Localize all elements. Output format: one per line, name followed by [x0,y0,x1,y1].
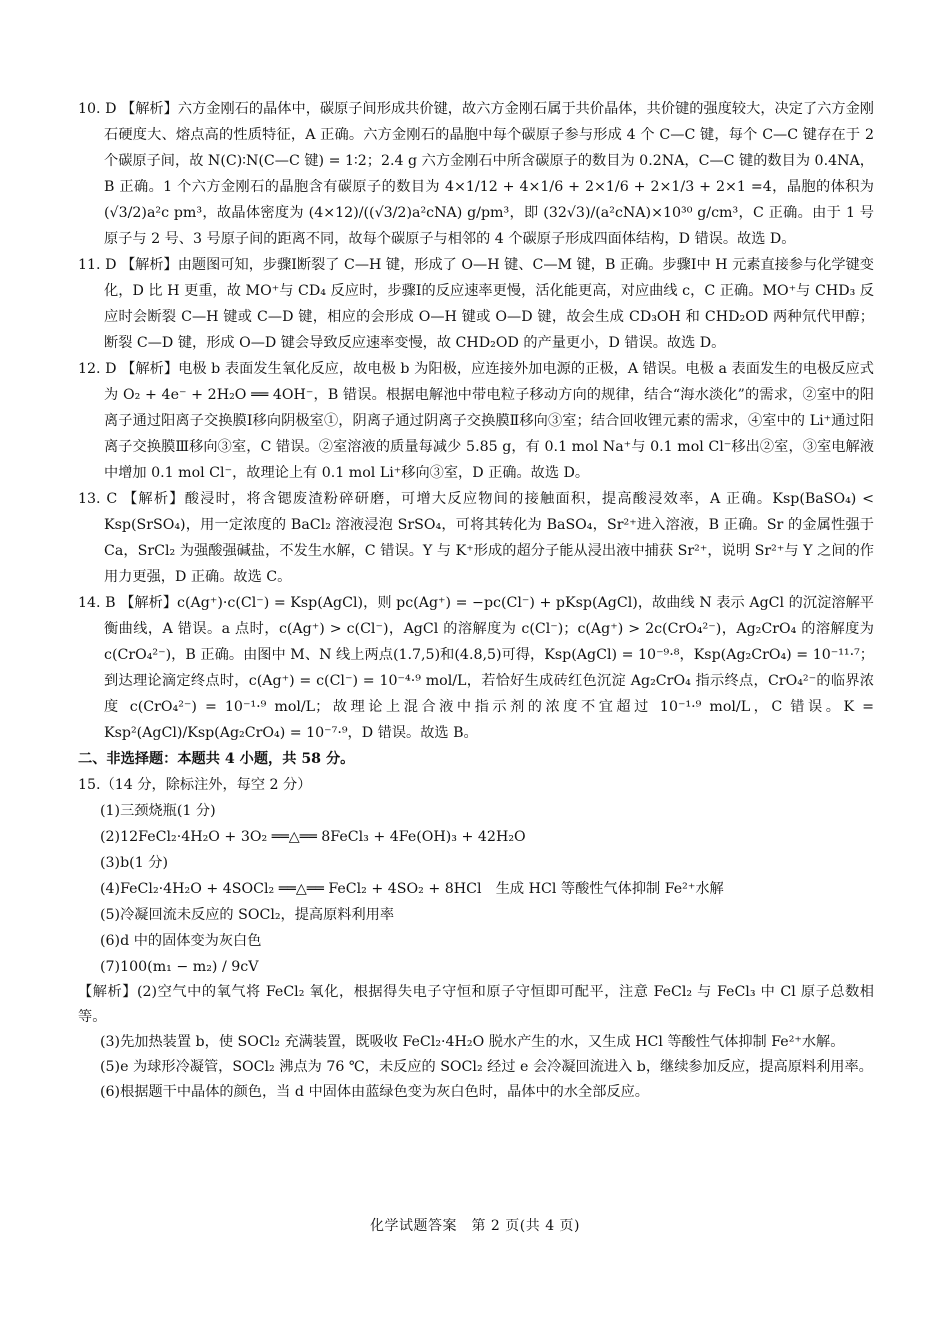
answer-q12: 12. D 【解析】电极 b 表面发生氧化反应，故电极 b 为阳极，应连接外加电源的正极，A 错误。电极 a 表面发生的电极反应式为 O₂ + 4e⁻ + 2H₂O ══ 4OH⁻，B 错误。根据电解池中带电粒子移动方向的规律，结合“海水淡化”的需求，②室中的阳离子通过阳离子交换膜Ⅰ移向阴极室①，阴离子通过阴离子交换膜Ⅱ移向③室；结合回收锂元素的需求，④室中的 Li⁺通过阳离子交换膜Ⅲ移向③室，C 错误。②室溶液的质量每减少 5.85 g，有 0.1 mol Na⁺与 0.1 mol Cl⁻移出②室，③室电解液中增加 0.1 mol Cl⁻，故理论上有 0.1 mol Li⁺移向③室，D 正确。故选 D。 [78,361,874,481]
q15-answer-1: (1)三颈烧瓶(1 分) [100,803,216,819]
answer-q14: 14. B 【解析】c(Ag⁺)·c(Cl⁻) = Ksp(AgCl)，则 pc(Ag⁺) = −pc(Cl⁻) + pKsp(AgCl)，故曲线 N 表示 AgCl 的沉淀溶解平衡曲线，A 错误。a 点时，c(Ag⁺) > c(Cl⁻)，AgCl 的溶解度为 c(Cl⁻)；c(Ag⁺) > 2c(CrO₄²⁻)，Ag₂CrO₄ 的溶解度为 c(CrO₄²⁻)，B 正确。由图中 M、N 线上两点(1.7,5)和(4.8,5)可得，Ksp(AgCl) = 10⁻⁹·⁸，Ksp(Ag₂CrO₄) = 10⁻¹¹·⁷；到达理论滴定终点时，c(Ag⁺) = c(Cl⁻) = 10⁻⁴·⁹ mol/L，若恰好生成砖红色沉淀 Ag₂CrO₄ 指示终点，CrO₄²⁻的临界浓度 c(CrO₄²⁻) = 10⁻¹·⁹ mol/L；故理论上混合液中指示剂的浓度不宜超过 10⁻¹·⁹ mol/L，C 错误。K = Ksp²(AgCl)/Ksp(Ag₂CrO₄) = 10⁻⁷·⁹，D 错误。故选 B。 [78,595,874,741]
q15-answer-2: (2)12FeCl₂·4H₂O + 3O₂ ══△══ 8FeCl₃ + 4Fe(OH)₃ + 42H₂O [100,829,526,845]
q15-answer-6: (6)d 中的固体变为灰白色 [100,933,262,949]
page-footer: 化学试题答案 第 2 页(共 4 页) [369,1218,581,1234]
q15-answer-4: (4)FeCl₂·4H₂O + 4SOCl₂ ══△══ FeCl₂ + 4SO₂ + 8HCl 生成 HCl 等酸性气体抑制 Fe²⁺水解 [100,881,724,897]
q15-explanation-3: (3)先加热装置 b，使 SOCl₂ 充满装置，既吸收 FeCl₂·4H₂O 脱水产生的水，又生成 HCl 等酸性气体抑制 Fe²⁺水解。 [100,1034,845,1050]
q15-explanation-5: (5)e 为球形冷凝管，SOCl₂ 沸点为 76 ℃，未反应的 SOCl₂ 经过 e 会冷凝回流进入 b，继续参加反应，提高原料利用率。 [100,1059,873,1075]
section-heading: 二、非选择题：本题共 4 小题，共 58 分。 [78,751,355,767]
page-content [78,96,874,1105]
q15-explanation-6: (6)根据题干中晶体的颜色，当 d 中固体由蓝绿色变为灰白色时，晶体中的水全部反应。 [100,1084,649,1100]
answer-q10: 10. D 【解析】六方金刚石的晶体中，碳原子间形成共价键，故六方金刚石属于共价晶体，共价键的强度较大，决定了六方金刚石硬度大、熔点高的性质特征，A 正确。六方金刚石的晶胞中每个碳原子参与形成 4 个 C—C 键，每个 C—C 键存在于 2 个碳原子间，故 N(C)∶N(C—C 键) = 1∶2；2.4 g 六方金刚石中所含碳原子的数目为 0.2NA，C—C 键的数目为 0.4NA，B 正确。1 个六方金刚石的晶胞含有碳原子的数目为 4×1/12 + 4×1/6 + 2×1/6 + 2×1/3 + 2×1 =4，晶胞的体积为 (√3/2)a²c pm³，故晶体密度为 (4×12)/((√3/2)a²cNA) g/pm³，即 (32√3)/(a²cNA)×10³⁰ g/cm³，C 正确。由于 1 号原子与 2 号、3 号原子间的距离不同，故每个碳原子与相邻的 4 个碳原子形成四面体结构，D 错误。故选 D。 [78,101,874,247]
q15-answer-7: (7)100(m₁ − m₂) / 9cV [100,959,259,975]
q15-header: 15.（14 分，除标注外，每空 2 分） [78,777,312,793]
q15-answer-3: (3)b(1 分) [100,855,168,871]
answer-q11: 11. D 【解析】由题图可知，步骤Ⅰ断裂了 C—H 键，形成了 O—H 键、C—M 键，B 正确。步骤Ⅰ中 H 元素直接参与化学键变化，D 比 H 更重，故 MO⁺与 CD₄ 反应时，步骤Ⅰ的反应速率更慢，活化能更高，对应曲线 c，C 正确。MO⁺与 CHD₃ 反应时会断裂 C—H 键或 C—D 键，相应的会形成 O—H 键或 O—D 键，故会生成 CD₃OH 和 CHD₂OD 两种氘代甲醇；断裂 C—D 键，形成 O—D 键会导致反应速率变慢，故 CHD₂OD 的产量更小，D 错误。故选 D。 [78,257,874,351]
answer-q13: 13. C 【解析】酸浸时，将含锶废渣粉碎研磨，可增大反应物间的接触面积，提高酸浸效率，A 正确。Ksp(BaSO₄) < Ksp(SrSO₄)，用一定浓度的 BaCl₂ 溶液浸泡 SrSO₄，可将其转化为 BaSO₄，Sr²⁺进入溶液，B 正确。Sr 的金属性强于 Ca，SrCl₂ 为强酸强碱盐，不发生水解，C 错误。Y 与 K⁺形成的超分子能从浸出液中捕获 Sr²⁺，说明 Sr²⁺与 Y 之间的作用力更强，D 正确。故选 C。 [78,491,874,585]
q15-explanation-1: 【解析】(2)空气中的氧气将 FeCl₂ 氧化，根据得失电子守恒和原子守恒即可配平，注意 FeCl₂ 与 FeCl₃ 中 Cl 原子总数相等。 [78,984,874,1025]
q15-answer-5: (5)冷凝回流未反应的 SOCl₂，提高原料利用率 [100,907,395,923]
